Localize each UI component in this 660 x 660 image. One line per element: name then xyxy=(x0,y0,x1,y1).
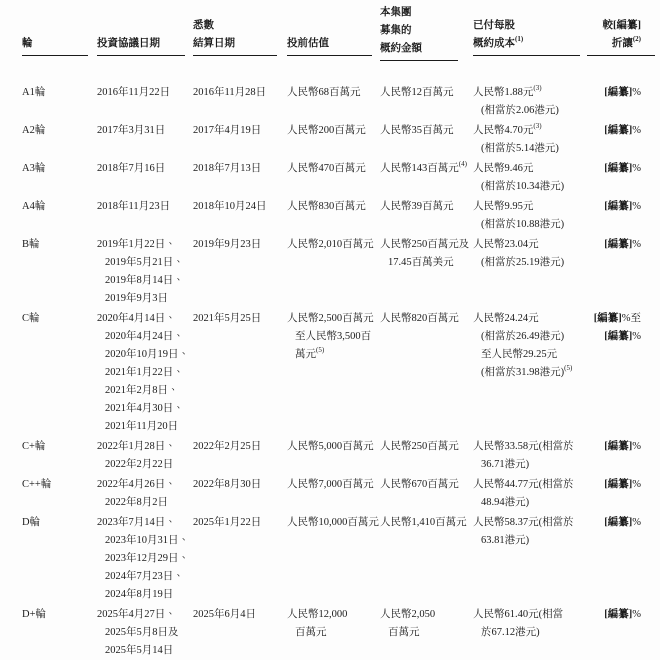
cell-line: 2021年4月30日、 xyxy=(105,403,184,414)
table-row-d xyxy=(22,514,655,604)
cell-line: (相當於31.98港元)$^{(5)}$ xyxy=(481,363,573,378)
cell-line: 36.71港元) xyxy=(481,459,530,470)
cell-line: 2021年1月22日、 xyxy=(105,367,184,378)
cell-agreement-date xyxy=(97,236,185,308)
cell-line: 2019年9月23日 xyxy=(193,239,262,250)
cell-line: C++輪 xyxy=(22,479,52,490)
cell-cost-per-share xyxy=(473,84,580,120)
cell-line: 2018年10月24日 xyxy=(193,201,267,212)
cell-line: 人民幣7,000百萬元 xyxy=(287,479,374,490)
cell-line: 2025年5月8日及 xyxy=(105,627,179,638)
cell-line: [編纂]% xyxy=(604,239,641,250)
cell-line: 人民幣820百萬元 xyxy=(380,313,459,324)
cell-discount xyxy=(587,310,655,346)
cell-line: 2020年4月14日、 xyxy=(97,313,176,324)
cell-agreement-date xyxy=(97,122,185,140)
cell-line: 2016年11月22日 xyxy=(97,87,171,98)
cell-round xyxy=(22,198,88,216)
redaction-marker: [編纂] xyxy=(604,125,633,136)
cell-line: 2022年4月26日、 xyxy=(97,479,176,490)
column-header-cost-per-share xyxy=(473,4,580,56)
cell-line: 2021年2月8日、 xyxy=(105,385,179,396)
cell-line: 2019年8月14日、 xyxy=(105,275,184,286)
cell-pre-money-valuation xyxy=(287,198,372,216)
cell-line: 2017年3月31日 xyxy=(97,125,166,136)
cell-line: B輪 xyxy=(22,239,40,250)
cell-line: [編纂]% xyxy=(604,479,641,490)
cell-agreement-date xyxy=(97,84,185,102)
cell-settlement-date xyxy=(193,84,277,102)
cell-agreement-date xyxy=(97,310,189,436)
cell-line: 2019年1月22日、 xyxy=(97,239,176,250)
header-line: 結算日期 xyxy=(193,38,235,49)
cell-line: A3輪 xyxy=(22,163,46,174)
cell-round xyxy=(22,160,88,178)
cell-round xyxy=(22,514,88,532)
cell-line: [編纂]%至 xyxy=(593,313,641,324)
cell-line: 人民幣2,050 xyxy=(380,609,436,620)
cell-amount-raised xyxy=(380,438,458,456)
cell-discount xyxy=(587,84,655,102)
cell-line: 人民幣1.88元$^{(3)}$ xyxy=(473,83,542,98)
cell-settlement-date xyxy=(193,236,277,254)
cell-line: A2輪 xyxy=(22,125,46,136)
cell-cost-per-share xyxy=(473,198,580,234)
cell-line: [編纂]% xyxy=(604,87,641,98)
cell-pre-money-valuation xyxy=(287,514,379,532)
redaction-marker: [編纂] xyxy=(593,313,622,324)
column-header-round xyxy=(22,4,88,56)
cell-line: [編纂]% xyxy=(604,517,641,528)
column-header-amount-raised xyxy=(380,4,458,61)
cell-line: 63.81港元) xyxy=(481,535,530,546)
footnote-marker: (5) xyxy=(316,345,325,354)
cell-round xyxy=(22,476,88,494)
cell-amount-raised xyxy=(380,606,458,642)
cell-line: 萬元$^{(5)}$ xyxy=(295,345,325,360)
cell-line: 2021年5月25日 xyxy=(193,313,262,324)
cell-discount xyxy=(587,198,655,216)
cell-line: 人民幣470百萬元 xyxy=(287,163,366,174)
cell-line: 2020年10月19日、 xyxy=(105,349,189,360)
cell-line: 人民幣200百萬元 xyxy=(287,125,366,136)
cell-round xyxy=(22,122,88,140)
header-line: 概約成本$^{(1)}$ xyxy=(473,34,524,49)
table-row-a2 xyxy=(22,122,655,158)
cell-line: 2016年11月28日 xyxy=(193,87,267,98)
cell-line: 2023年7月14日、 xyxy=(97,517,176,528)
cell-line: 人民幣143百萬元$^{(4)}$ xyxy=(380,159,467,174)
cell-settlement-date xyxy=(193,310,277,328)
cell-line: 2024年8月19日 xyxy=(105,589,174,600)
cell-cost-per-share xyxy=(473,514,580,550)
cell-line: 2018年7月13日 xyxy=(193,163,262,174)
cell-amount-raised xyxy=(380,514,467,532)
cell-line: 2018年7月16日 xyxy=(97,163,166,174)
redaction-marker: [編纂] xyxy=(604,479,633,490)
header-line: 折讓$^{(2)}$ xyxy=(611,34,641,49)
cell-pre-money-valuation xyxy=(287,84,372,102)
cell-line: [編纂]% xyxy=(604,441,641,452)
footnote-marker: (4) xyxy=(458,159,467,168)
redaction-marker: [編纂] xyxy=(604,163,633,174)
header-line: 概約金額 xyxy=(380,43,422,54)
cell-line: (相當於10.34港元) xyxy=(481,181,565,192)
cell-pre-money-valuation xyxy=(287,122,372,140)
cell-amount-raised xyxy=(380,476,458,494)
cell-line: (相當於5.14港元) xyxy=(481,143,559,154)
cell-line: D+輪 xyxy=(22,609,47,620)
cell-line: 人民幣12百萬元 xyxy=(380,87,454,98)
footnote-marker: (1) xyxy=(515,34,524,43)
cell-line: 人民幣33.58元(相當於 xyxy=(473,441,574,452)
cell-pre-money-valuation xyxy=(287,438,372,456)
cell-settlement-date xyxy=(193,514,277,532)
cell-line: 人民幣35百萬元 xyxy=(380,125,454,136)
cell-line: 人民幣830百萬元 xyxy=(287,201,366,212)
cell-line: 人民幣23.04元 xyxy=(473,239,539,250)
cell-line: 人民幣2,010百萬元 xyxy=(287,239,374,250)
cell-cost-per-share xyxy=(473,236,580,272)
cell-cost-per-share xyxy=(473,122,580,158)
cell-line: 人民幣12,000 xyxy=(287,609,348,620)
redaction-marker: [編纂] xyxy=(613,20,641,31)
cell-discount xyxy=(587,606,655,624)
redaction-marker: [編纂] xyxy=(604,517,633,528)
column-header-discount xyxy=(587,4,655,56)
redaction-marker: [編纂] xyxy=(604,201,633,212)
cell-amount-raised xyxy=(380,198,458,216)
cell-line: 於67.12港元) xyxy=(481,627,540,638)
cell-discount xyxy=(587,514,655,532)
table-row-c++ xyxy=(22,476,655,512)
cell-settlement-date xyxy=(193,438,277,456)
cell-discount xyxy=(587,236,655,254)
cell-cost-per-share xyxy=(473,160,580,196)
cell-line: C輪 xyxy=(22,313,40,324)
cell-round xyxy=(22,310,88,328)
cell-line: 人民幣2,500百萬元 xyxy=(287,313,374,324)
cell-round xyxy=(22,438,88,456)
table-header-row xyxy=(22,4,655,61)
cell-amount-raised xyxy=(380,310,458,328)
cell-line: 2025年5月14日 xyxy=(105,645,174,656)
cell-line: D輪 xyxy=(22,517,41,528)
cell-settlement-date xyxy=(193,160,277,178)
cell-cost-per-share xyxy=(473,310,580,382)
cell-line: 人民幣39百萬元 xyxy=(380,201,454,212)
cell-amount-raised xyxy=(380,122,458,140)
header-line: 本集團 xyxy=(380,7,412,18)
cell-line: 2022年2月22日 xyxy=(105,459,174,470)
financing-rounds-table xyxy=(22,4,655,660)
cell-agreement-date xyxy=(97,198,185,216)
cell-line: 2025年1月22日 xyxy=(193,517,262,528)
cell-line: 2025年4月27日、 xyxy=(97,609,176,620)
cell-line: 人民幣9.46元 xyxy=(473,163,534,174)
cell-discount xyxy=(587,160,655,178)
cell-pre-money-valuation xyxy=(287,606,372,642)
cell-line: 人民幣250百萬元 xyxy=(380,441,459,452)
cell-pre-money-valuation xyxy=(287,160,372,178)
cell-line: C+輪 xyxy=(22,441,46,452)
cell-line: 2025年6月4日 xyxy=(193,609,256,620)
cell-agreement-date xyxy=(97,606,185,660)
header-line: 較[編纂] xyxy=(602,20,641,31)
cell-settlement-date xyxy=(193,122,277,140)
cell-line: 2023年12月29日、 xyxy=(105,553,189,564)
cell-line: 2019年9月3日 xyxy=(105,293,168,304)
cell-line: 2019年5月21日、 xyxy=(105,257,184,268)
cell-line: 至人民幣29.25元 xyxy=(481,349,558,360)
cell-pre-money-valuation xyxy=(287,476,372,494)
cell-line: 人民幣4.70元$^{(3)}$ xyxy=(473,121,542,136)
cell-line: 48.94港元) xyxy=(481,497,530,508)
cell-line: [編纂]% xyxy=(604,331,641,342)
cell-settlement-date xyxy=(193,606,277,624)
table-row-c+ xyxy=(22,438,655,474)
cell-line: 2021年11月20日 xyxy=(105,421,179,432)
cell-settlement-date xyxy=(193,476,277,494)
cell-pre-money-valuation xyxy=(287,310,372,364)
table-row-b xyxy=(22,236,655,308)
cell-line: 2023年10月31日、 xyxy=(105,535,189,546)
cell-cost-per-share xyxy=(473,606,580,642)
cell-line: 人民幣670百萬元 xyxy=(380,479,459,490)
cell-amount-raised xyxy=(380,159,467,178)
cell-line: A1輪 xyxy=(22,87,46,98)
cell-line: (相當於2.06港元) xyxy=(481,105,559,116)
cell-line: 2020年4月24日、 xyxy=(105,331,184,342)
cell-line: 2024年7月23日、 xyxy=(105,571,184,582)
redaction-marker: [編纂] xyxy=(604,609,633,620)
header-line: 募集的 xyxy=(380,25,412,36)
cell-line: A4輪 xyxy=(22,201,46,212)
table-row-c xyxy=(22,310,655,436)
cell-line: 2018年11月23日 xyxy=(97,201,171,212)
cell-amount-raised xyxy=(380,84,458,102)
table-row-a4 xyxy=(22,198,655,234)
footnote-marker: (3) xyxy=(533,83,542,92)
cell-line: [編纂]% xyxy=(604,125,641,136)
cell-line: 人民幣68百萬元 xyxy=(287,87,361,98)
cell-discount xyxy=(587,122,655,140)
cell-amount-raised xyxy=(380,236,470,272)
cell-line: 百萬元 xyxy=(295,627,327,638)
footnote-marker: (3) xyxy=(533,121,542,130)
footnote-marker: (2) xyxy=(632,34,641,43)
cell-line: 2022年8月2日 xyxy=(105,497,168,508)
cell-pre-money-valuation xyxy=(287,236,372,254)
cell-settlement-date xyxy=(193,198,277,216)
cell-line: 人民幣10,000百萬元 xyxy=(287,517,379,528)
header-line: 悉數 xyxy=(193,20,214,31)
cell-round xyxy=(22,84,88,102)
cell-line: 人民幣250百萬元及 xyxy=(380,239,470,250)
cell-line: 2022年8月30日 xyxy=(193,479,262,490)
cell-line: [編纂]% xyxy=(604,163,641,174)
cell-agreement-date xyxy=(97,476,185,512)
cell-line: 至人民幣3,500百 xyxy=(295,331,372,342)
redaction-marker: [編纂] xyxy=(604,239,633,250)
table-row-a3 xyxy=(22,160,655,196)
cell-discount xyxy=(587,438,655,456)
cell-line: 人民幣44.77元(相當於 xyxy=(473,479,574,490)
cell-discount xyxy=(587,476,655,494)
column-header-pre-money-valuation xyxy=(287,4,372,56)
cell-line: 人民幣9.95元 xyxy=(473,201,534,212)
footnote-marker: (5) xyxy=(564,363,573,372)
cell-round xyxy=(22,606,88,624)
header-line: 投資協議日期 xyxy=(97,38,160,49)
cell-line: 17.45百萬美元 xyxy=(388,257,454,268)
cell-agreement-date xyxy=(97,438,185,474)
cell-line: 2022年2月25日 xyxy=(193,441,262,452)
header-line: 輪 xyxy=(22,38,33,49)
cell-line: 百萬元 xyxy=(388,627,420,638)
table-row-a1 xyxy=(22,84,655,120)
cell-line: 2017年4月19日 xyxy=(193,125,262,136)
redaction-marker: [編纂] xyxy=(604,441,633,452)
header-line: 已付每股 xyxy=(473,20,515,31)
column-header-agreement-date xyxy=(97,4,185,56)
header-line: 投前估值 xyxy=(287,38,329,49)
cell-line: 人民幣61.40元(相當 xyxy=(473,609,564,620)
cell-line: 人民幣58.37元(相當於 xyxy=(473,517,574,528)
cell-agreement-date xyxy=(97,160,185,178)
cell-cost-per-share xyxy=(473,476,580,512)
cell-line: (相當於26.49港元) xyxy=(481,331,565,342)
cell-round xyxy=(22,236,88,254)
cell-cost-per-share xyxy=(473,438,580,474)
cell-line: (相當於10.88港元) xyxy=(481,219,565,230)
cell-agreement-date xyxy=(97,514,189,604)
cell-line: 人民幣1,410百萬元 xyxy=(380,517,467,528)
cell-line: (相當於25.19港元) xyxy=(481,257,565,268)
table-row-d+ xyxy=(22,606,655,660)
cell-line: [編纂]% xyxy=(604,609,641,620)
cell-line: 人民幣5,000百萬元 xyxy=(287,441,374,452)
redaction-marker: [編纂] xyxy=(604,87,633,98)
cell-line: 2022年1月28日、 xyxy=(97,441,176,452)
column-header-settlement-date xyxy=(193,4,277,56)
cell-line: [編纂]% xyxy=(604,201,641,212)
redaction-marker: [編纂] xyxy=(604,331,633,342)
cell-line: 人民幣24.24元 xyxy=(473,313,539,324)
